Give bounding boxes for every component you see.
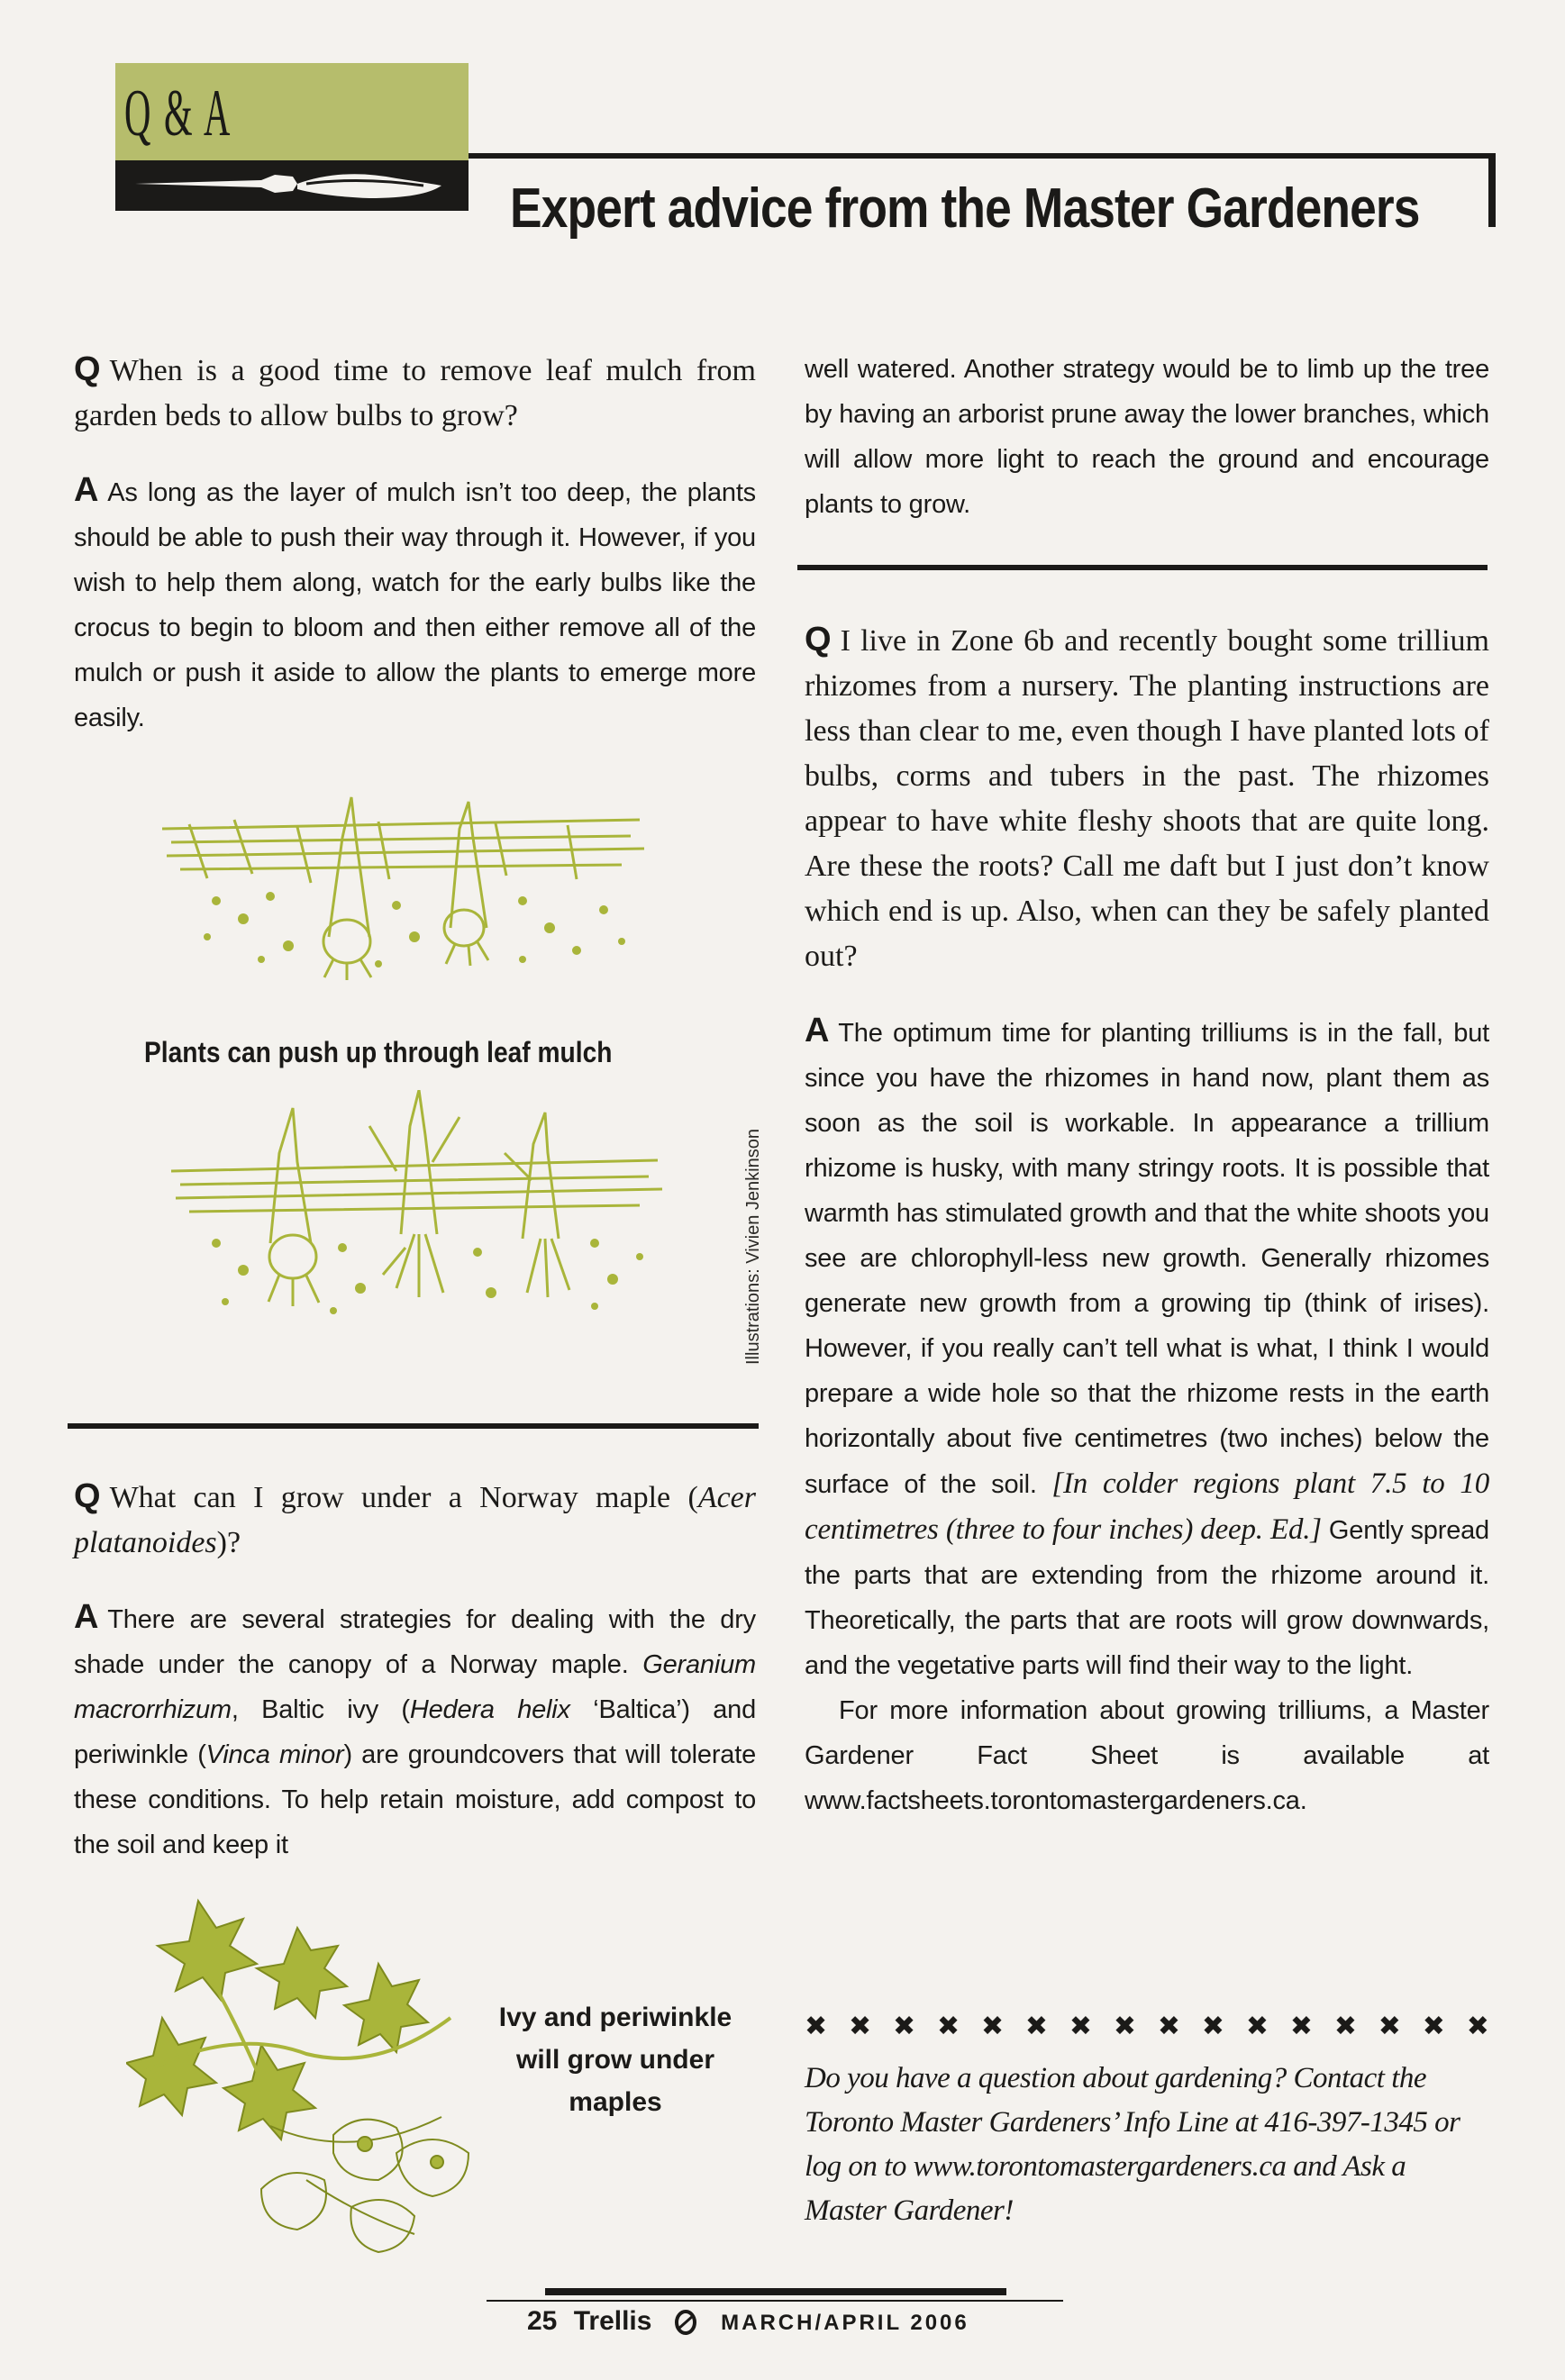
separator-icon: ✖ — [892, 2012, 916, 2041]
footer-rule-thin — [487, 2300, 1063, 2302]
a-mark: A — [805, 1012, 830, 1049]
closing-note: Do you have a question about gardening? Contact the Toronto Master Gardeners’ Info Line at 416-397-1345 or log on to www.torontomastergardeners.ca and Ask a Master Gardener! — [805, 2062, 1460, 2227]
question-2 — [74, 1474, 756, 1566]
separator-icon: ✖ — [1201, 2012, 1224, 2041]
page-number: 25 — [527, 2306, 558, 2336]
answer-2-continued: well watered. Another strategy would be to limb up the tree by having an arborist prune away the lower branches, which will allow more light to reach the ground and encourage plants to grow. — [805, 355, 1489, 519]
section-tag: Q & A — [124, 77, 232, 150]
answer-3 — [805, 1008, 1489, 1688]
q-mark: Q — [74, 350, 101, 388]
q-mark: Q — [805, 621, 832, 659]
page-footer — [527, 2306, 969, 2337]
question-1-text: When is a good time to remove leaf mulch from garden beds to allow bulbs to grow? — [74, 354, 756, 432]
question-3 — [805, 617, 1489, 979]
answer-2-text: There are several strategies for dealing with the dry shade under the canopy of a Norway maple. — [74, 1605, 756, 1679]
separator-icon: ✖ — [1333, 2012, 1357, 2041]
separator-icon: ✖ — [980, 2012, 1005, 2041]
botanical-name: Vinca minor — [205, 1740, 344, 1769]
separator-icon: ✖ — [936, 2012, 960, 2041]
question-2-text-end: )? — [216, 1526, 241, 1559]
star-separator — [805, 2011, 1489, 2042]
ivy-illustration — [126, 1892, 505, 2270]
editor-note: [In colder regions plant 7.5 to 10 centimetres (three to four inches) deep. Ed.] — [805, 1467, 1489, 1546]
q-mark: Q — [74, 1477, 101, 1515]
header-rule-end — [1488, 153, 1496, 227]
answer-3-text: Gently spread the parts that are extending from the rhizome around it. Theoretically, the parts that are roots will grow downwards, and the vegetative parts will find their way to the light. — [805, 1516, 1489, 1680]
answer-1 — [74, 468, 756, 740]
a-mark: A — [74, 471, 99, 509]
separator-icon: ✖ — [1289, 2012, 1313, 2041]
separator-icon: ✖ — [1024, 2012, 1049, 2041]
illustration-caption: Plants can push up through leaf mulch — [144, 1036, 613, 1068]
mulch-illustration-1 — [153, 793, 658, 982]
trellis-logo-icon — [674, 2310, 697, 2335]
right-column-bottom — [805, 617, 1489, 1823]
separator-icon: ✖ — [1113, 2012, 1137, 2041]
answer-2-text: ‘Baltica’) and periwinkle ( — [74, 1695, 756, 1769]
answer-2 — [74, 1594, 756, 1867]
answer-2-text: , Baltic ivy ( — [231, 1695, 410, 1724]
answer-3-text: The optimum time for planting trilliums is in the fall, but since you have the rhizomes in hand now, plant them as soon as the soil is workable. In appearance a trillium rhizome is husky, with many stringy roots. It is possible that warmth has stimulated growth and that the white shoots you see are chlorophyll-less new growth. Generally rhizomes generate new growth from a growing tip (think of irises). However, if you really can’t tell what is what, I think I would prepare a wide hole so that the rhizome rests in the earth horizontally about five centimetres (two inches) below the surface of the soil. — [805, 1019, 1489, 1499]
left-column-bottom — [74, 1474, 756, 1867]
question-2-text: What can I grow under a Norway maple ( — [109, 1481, 698, 1514]
question-1 — [74, 347, 756, 439]
issue-date: MARCH/APRIL 2006 — [721, 2311, 969, 2335]
trowel-icon — [126, 162, 450, 207]
separator-icon: ✖ — [1378, 2012, 1401, 2041]
botanical-name: Geranium macrorrhizum — [74, 1650, 756, 1724]
separator-icon: ✖ — [1466, 2012, 1489, 2041]
magazine-name: Trellis — [573, 2306, 652, 2336]
separator-icon: ✖ — [1245, 2012, 1269, 2041]
question-3-text: I live in Zone 6b and recently bought some trillium rhizomes from a nursery. The planting instructions are less than clear to me, even though I have planted lots of bulbs, corms and tubers in the past. The rhizomes appear to have white fleshy shoots that are quite long. Are these the roots? Call me daft but I just don’t know which end is up. Also, when can they be safely planted out? — [805, 624, 1489, 973]
illustration-credit: Illustrations: Vivien Jenkinson — [743, 1129, 763, 1365]
botanical-name: Hedera helix — [409, 1695, 570, 1724]
page-title: Expert advice from the Master Gardeners — [510, 177, 1420, 240]
separator-icon: ✖ — [805, 2012, 828, 2041]
header-rule — [469, 153, 1496, 159]
separator-icon: ✖ — [848, 2012, 872, 2041]
ivy-caption: Ivy and periwinkle will grow under maples — [498, 2003, 732, 2117]
left-column-top — [74, 347, 756, 740]
botanical-name: Acer platanoides — [74, 1481, 756, 1559]
separator-icon: ✖ — [1422, 2012, 1445, 2041]
separator-icon: ✖ — [1069, 2012, 1093, 2041]
answer-1-text: As long as the layer of mulch isn’t too deep, the plants should be able to push their way through it. However, if you wish to help them along, watch for the early bulbs like the crocus to begin to bloom and then either remove all of the mulch or push it aside to allow the plants to emerge more easily. — [74, 478, 756, 732]
separator-icon: ✖ — [1157, 2012, 1181, 2041]
answer-2-text: ) are groundcovers that will tolerate these conditions. To help retain moisture, add compost to the soil and keep it — [74, 1740, 757, 1859]
more-info-text: For more information about growing trilliums, a Master Gardener Fact Sheet is available at www.factsheets.torontomastergardeners.ca. — [805, 1696, 1489, 1815]
more-info — [805, 1688, 1489, 1823]
section-divider-left — [68, 1423, 759, 1429]
mulch-illustration-2 — [162, 1090, 676, 1324]
section-divider-right — [797, 565, 1488, 570]
footer-rule — [545, 2288, 1006, 2295]
right-column-top — [805, 347, 1489, 527]
a-mark: A — [74, 1598, 99, 1636]
